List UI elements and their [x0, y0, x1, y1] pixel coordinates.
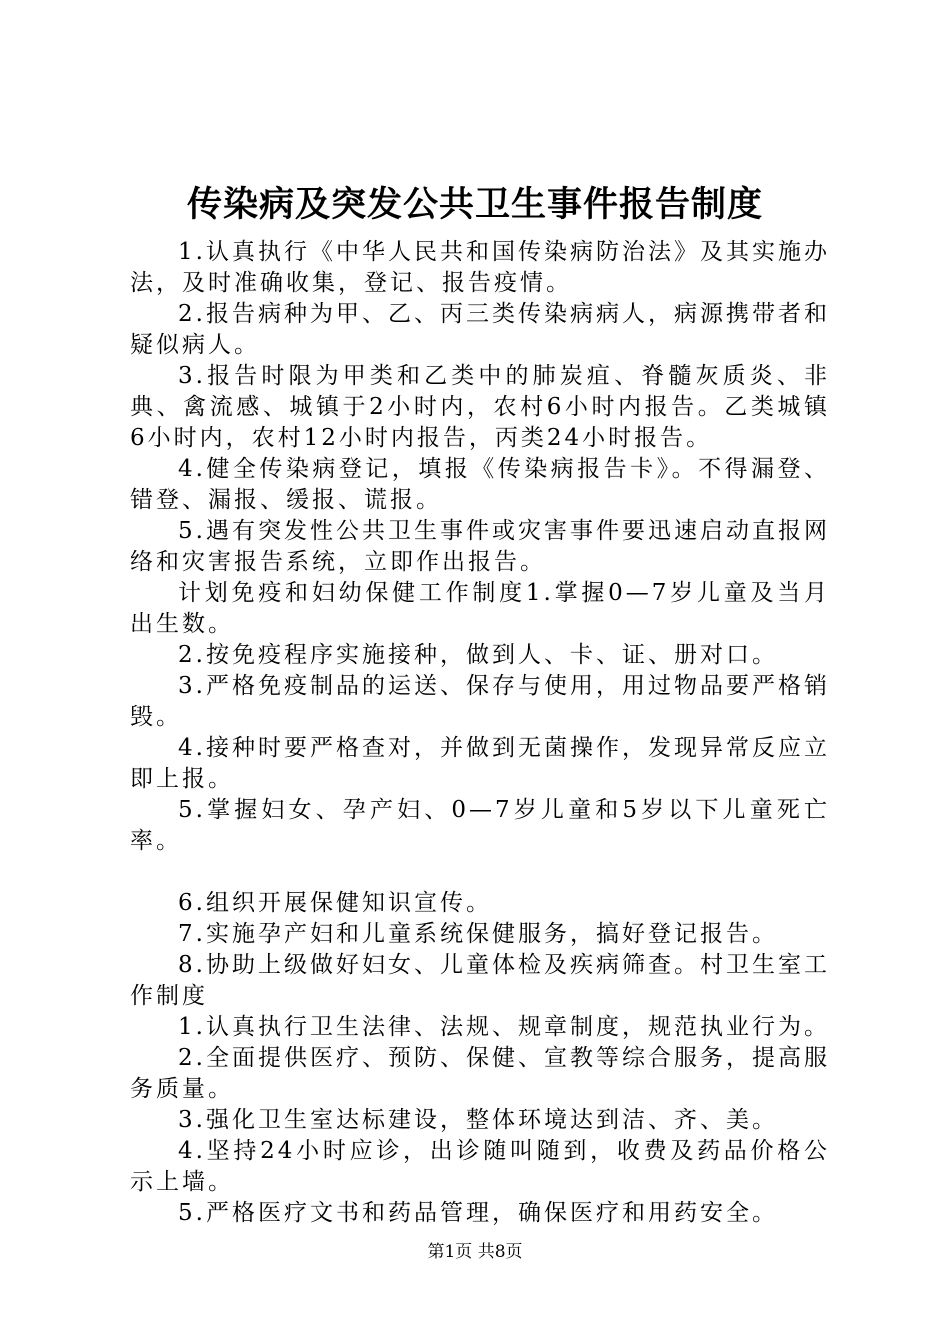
paragraph: 7.实施孕产妇和儿童系统保健服务，搞好登记报告。: [178, 921, 778, 947]
paragraph: 1.认真执行《中华人民共和国传染病防治法》及其实施办法，及时准确收集，登记、报告疫情。: [130, 239, 830, 296]
paragraph: 3.严格免疫制品的运送、保存与使用，用过物品要严格销毁。: [130, 673, 830, 730]
paragraph: 5.严格医疗文书和药品管理，确保医疗和用药安全。: [178, 1200, 778, 1226]
paragraph: 1.认真执行卫生法律、法规、规章制度，规范执业行为。: [178, 1014, 830, 1040]
document-body: [130, 237, 830, 1229]
paragraph: 5.遇有突发性公共卫生事件或灾害事件要迅速启动直报网络和灾害报告系统，立即作出报告。: [130, 518, 830, 575]
paragraph: 2.报告病种为甲、乙、丙三类传染病病人，病源携带者和疑似病人。: [130, 301, 830, 358]
document-title: 传染病及突发公共卫生事件报告制度: [186, 184, 763, 225]
paragraph: 8.协助上级做好妇女、儿童体检及疾病筛查。村卫生室工作制度: [130, 952, 830, 1009]
paragraph: 3.报告时限为甲类和乙类中的肺炭疽、脊髓灰质炎、非典、禽流感、城镇于2小时内，农村6小时内报告。乙类城镇6小时内，农村12小时内报告，丙类24小时报告。: [130, 363, 830, 451]
paragraph: 4.接种时要严格查对，并做到无菌操作，发现异常反应立即上报。: [130, 735, 830, 792]
paragraph: 4.坚持24小时应诊，出诊随叫随到，收费及药品价格公示上墙。: [130, 1138, 830, 1195]
paragraph: 2.全面提供医疗、预防、保健、宣教等综合服务，提高服务质量。: [130, 1045, 830, 1102]
paragraph: 6.组织开展保健知识宣传。: [178, 890, 492, 916]
paragraph: 2.按免疫程序实施接种，做到人、卡、证、册对口。: [178, 642, 778, 668]
paragraph: 4.健全传染病登记，填报《传染病报告卡》。不得漏登、错登、漏报、缓报、谎报。: [130, 456, 830, 513]
paragraph: 3.强化卫生室达标建设，整体环境达到洁、齐、美。: [178, 1107, 778, 1133]
page-footer: 第1页 共8页: [427, 1242, 523, 1262]
paragraph: 5.掌握妇女、孕产妇、0—7岁儿童和5岁以下儿童死亡率。: [130, 797, 830, 854]
paragraph: 计划免疫和妇幼保健工作制度1.掌握0—7岁儿童及当月出生数。: [130, 580, 830, 637]
